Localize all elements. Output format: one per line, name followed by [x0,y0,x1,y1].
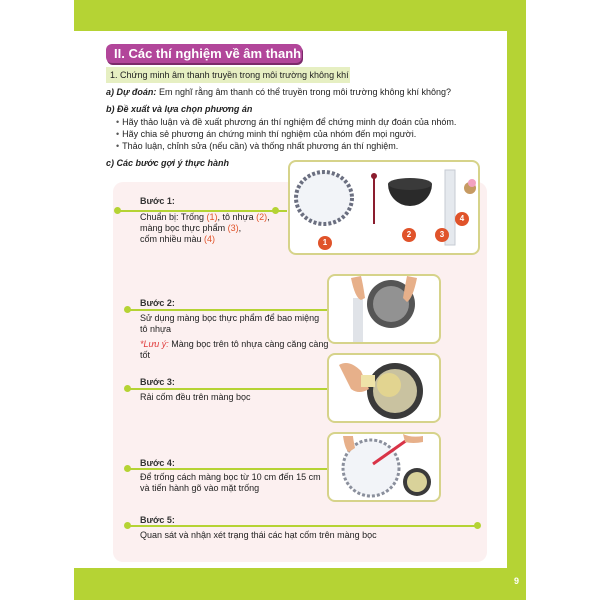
page-frame-top [74,0,526,31]
wrapping-illustration [329,276,439,342]
badge-2: 2 [402,228,416,242]
page-frame-bottom [74,568,526,600]
step-3-photo-sprinkling [327,353,441,423]
prediction-line [106,86,451,98]
step-1-text: Chuẩn bị: Trống (1), tô nhựa (2), màng bọc thực phẩm (3), cốm nhiều màu (4) [140,212,270,244]
step-2-photo-wrapping [327,274,441,344]
prediction-label: a) Dự đoán: [106,87,157,97]
step-5-text: Quan sát và nhận xét trạng thái các hạt cốm trên màng bọc [140,530,377,540]
subsection-title: 1. Chứng minh âm thanh truyền trong môi trường không khí [106,67,350,83]
note-text: Màng bọc trên tô nhựa càng căng càng tốt [140,339,329,360]
step-1-photo-materials [288,160,480,255]
note-label: *Lưu ý: [140,339,169,349]
drumming-illustration [329,434,439,500]
step-2-note [140,339,330,361]
step-1-title: Bước 1: [140,196,175,206]
prediction-text: Em nghĩ rằng âm thanh có thể truyền trong môi trường không khí không? [156,87,452,97]
proposal-label: b) Đề xuất và lựa chọn phương án [106,104,253,114]
step-2-text: Sử dụng màng bọc thực phẩm để bao miệng tô nhựa [140,313,320,334]
badge-1: 1 [318,236,332,250]
page-number: 9 [513,576,519,586]
proposal-bullet: • Thảo luận, chỉnh sửa (nếu cần) và thống nhất phương án thí nghiệm. [116,140,398,152]
proposal-bullet: • Hãy chia sẻ phương án chứng minh thí nghiệm của nhóm đến mọi người. [116,128,416,140]
step-4-text: Để trống cách màng bọc từ 10 cm đến 15 cm và tiến hành gõ vào mặt trống [140,472,321,493]
step-4-title: Bước 4: [140,458,175,468]
connector-line [127,309,327,311]
connector-dot [474,522,481,529]
badge-4: 4 [455,212,469,226]
connector-line [127,525,477,527]
step-4-photo-drumming [327,432,441,502]
sprinkling-illustration [329,355,439,421]
step-3-text: Rải cốm đều trên màng bọc [140,392,251,402]
connector-line [127,468,327,470]
page-frame-right [507,0,526,600]
badge-3: 3 [435,228,449,242]
connector-line [127,388,327,390]
step-3-title: Bước 3: [140,377,175,387]
section-title: II. Các thí nghiệm về âm thanh [106,44,302,63]
proposal-bullet: • Hãy thảo luận và đề xuất phương án thí nghiệm để chứng minh dự đoán của nhóm. [116,116,456,128]
step-5-title: Bước 5: [140,515,175,525]
step-2-title: Bước 2: [140,298,175,308]
steps-label: c) Các bước gợi ý thực hành [106,158,229,168]
